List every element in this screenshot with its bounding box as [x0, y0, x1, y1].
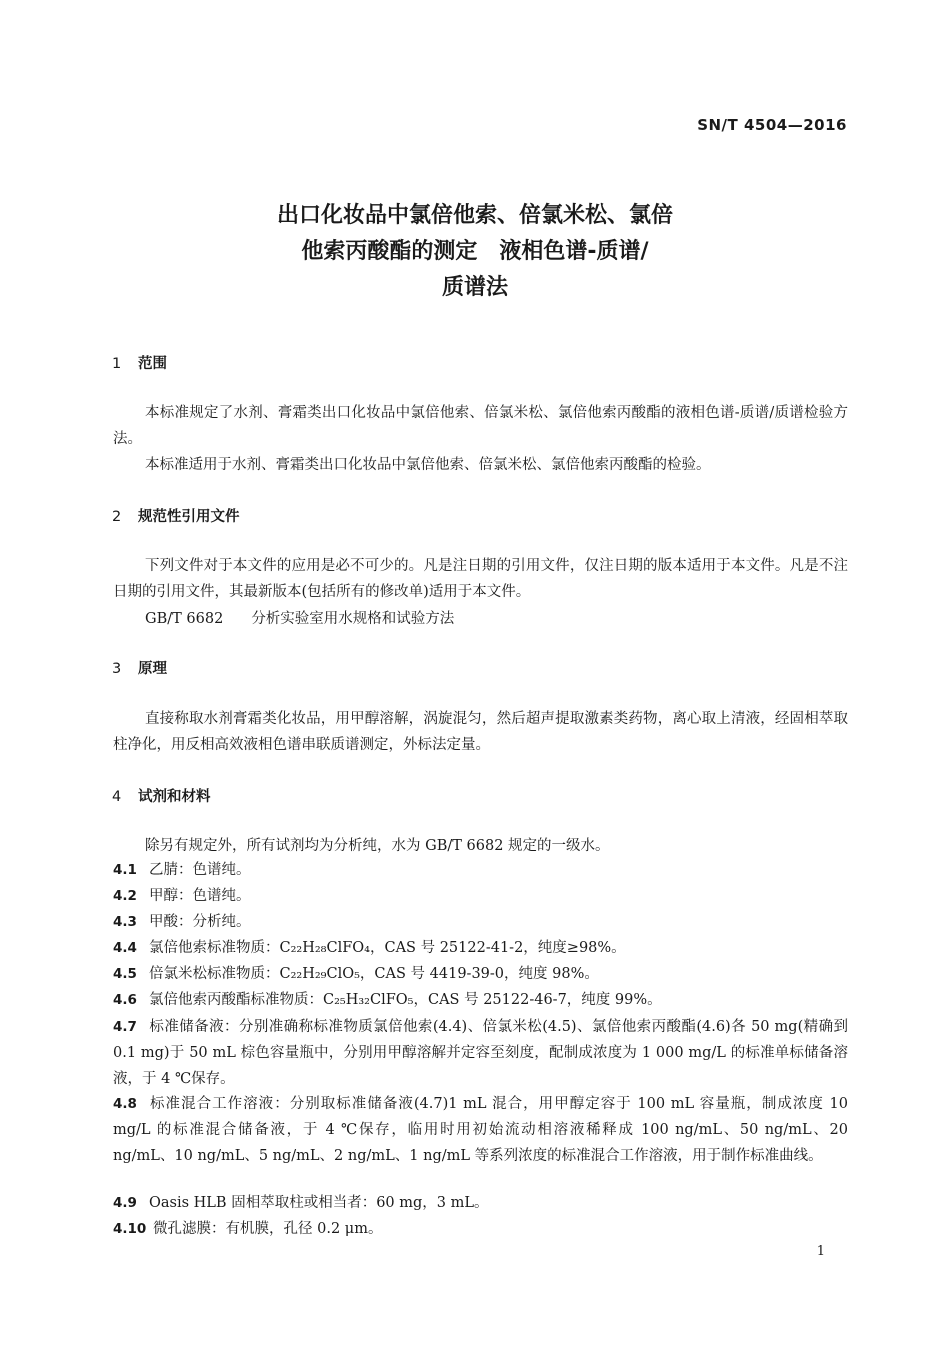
title-line-2: 他索丙酸酯的测定 液相色谱-质谱/: [301, 239, 649, 264]
section-number: 2: [112, 509, 122, 525]
item-number: 4.3: [113, 914, 137, 930]
section-heading-4: [112, 785, 211, 806]
section-number: 4: [112, 789, 122, 805]
section-title: 规范性引用文件: [138, 509, 240, 525]
list-item: [113, 1190, 848, 1216]
item-text: 甲酸：分析纯。: [149, 914, 251, 930]
item-text: 乙腈：色谱纯。: [149, 862, 251, 878]
item-number: 4.9: [113, 1195, 137, 1211]
section-heading-1: [112, 352, 167, 373]
section-number: 3: [112, 661, 122, 677]
page-number: 1: [816, 1244, 825, 1259]
list-item: [113, 1216, 848, 1242]
reference-code: GB/T 6682: [145, 611, 224, 627]
item-text: Oasis HLB 固相萃取柱或相当者：60 mg，3 mL。: [149, 1195, 489, 1211]
paragraph: 本标准规定了水剂、膏霜类出口化妆品中氯倍他索、倍氯米松、氯倍他索丙酸酯的液相色谱-质谱/质谱检验方法。: [113, 405, 848, 447]
normative-reference: [145, 607, 454, 628]
list-item: [113, 987, 848, 1013]
paragraph: 除另有规定外，所有试剂均为分析纯，水为 GB/T 6682 规定的一级水。: [145, 838, 610, 854]
list-item: [113, 857, 848, 883]
item-text: 氯倍他索丙酸酯标准物质：C₂₅H₃₂ClFO₅，CAS 号 25122-46-7，纯度 99%。: [149, 992, 662, 1008]
list-item: [113, 935, 848, 961]
paragraph: 下列文件对于本文件的应用是必不可少的。凡是注日期的引用文件，仅注日期的版本适用于本文件。凡是不注日期的引用文件，其最新版本(包括所有的修改单)适用于本文件。: [113, 558, 848, 600]
title-line-3: 质谱法: [441, 275, 508, 300]
list-item: [113, 909, 848, 935]
item-text: 氯倍他索标准物质：C₂₂H₂₈ClFO₄，CAS 号 25122-41-2，纯度≥98%。: [149, 940, 626, 956]
item-number: 4.6: [113, 992, 137, 1008]
section-number: 1: [112, 356, 122, 372]
title-line-1: 出口化妆品中氯倍他索、倍氯米松、氯倍: [276, 203, 673, 228]
item-number: 4.1: [113, 862, 137, 878]
item-text: 甲醇：色谱纯。: [149, 888, 251, 904]
standard-code: SN/T 4504—2016: [697, 116, 847, 134]
section-title: 范围: [138, 356, 167, 372]
list-item: [113, 961, 848, 987]
item-number: 4.2: [113, 888, 137, 904]
item-number: 4.4: [113, 940, 137, 956]
section-heading-2: [112, 505, 240, 526]
item-number: 4.8: [113, 1096, 137, 1112]
item-number: 4.10: [113, 1221, 147, 1237]
section-heading-3: [112, 657, 167, 678]
paragraph: 直接称取水剂膏霜类化妆品，用甲醇溶解，涡旋混匀，然后超声提取激素类药物，离心取上清液，经固相萃取柱净化，用反相高效液相色谱串联质谱测定，外标法定量。: [113, 711, 848, 753]
list-item: [113, 1091, 848, 1169]
item-text: 微孔滤膜：有机膜，孔径 0.2 μm。: [153, 1221, 383, 1237]
item-text: 倍氯米松标准物质：C₂₂H₂₉ClO₅，CAS 号 4419-39-0，纯度 98%。: [149, 966, 599, 982]
reference-title: 分析实验室用水规格和试验方法: [251, 611, 455, 627]
item-number: 4.5: [113, 966, 137, 982]
list-item: [113, 883, 848, 909]
item-text: 标准储备液：分别准确称标准物质氯倍他索(4.4)、倍氯米松(4.5)、氯倍他索丙酸酯(4.6)各 50 mg(精确到 0.1 mg)于 50 mL 棕色容量瓶中，分别用甲醇溶解并定容至刻度，配制成浓度为 1 000 mg/L 的标准单标储备溶液，于 4 ℃保存。: [113, 1019, 848, 1087]
document-title: [0, 198, 950, 306]
paragraph: 本标准适用于水剂、膏霜类出口化妆品中氯倍他索、倍氯米松、氯倍他索丙酸酯的检验。: [145, 457, 711, 473]
list-item: [113, 1014, 848, 1092]
item-number: 4.7: [113, 1019, 137, 1035]
section-title: 试剂和材料: [138, 789, 211, 805]
item-text: 标准混合工作溶液：分别取标准储备液(4.7)1 mL 混合，用甲醇定容于 100 mL 容量瓶，制成浓度 10 mg/L 的标准混合储备液，于 4 ℃保存，临用时用初始流动相溶液稀释成 100 ng/mL、50 ng/mL、20 ng/mL、10 ng/mL、5 ng/mL、2 ng/mL、1 ng/mL 等系列浓度的标准混合工作溶液，用于制作标准曲线。: [113, 1096, 848, 1164]
section-title: 原理: [138, 661, 167, 677]
